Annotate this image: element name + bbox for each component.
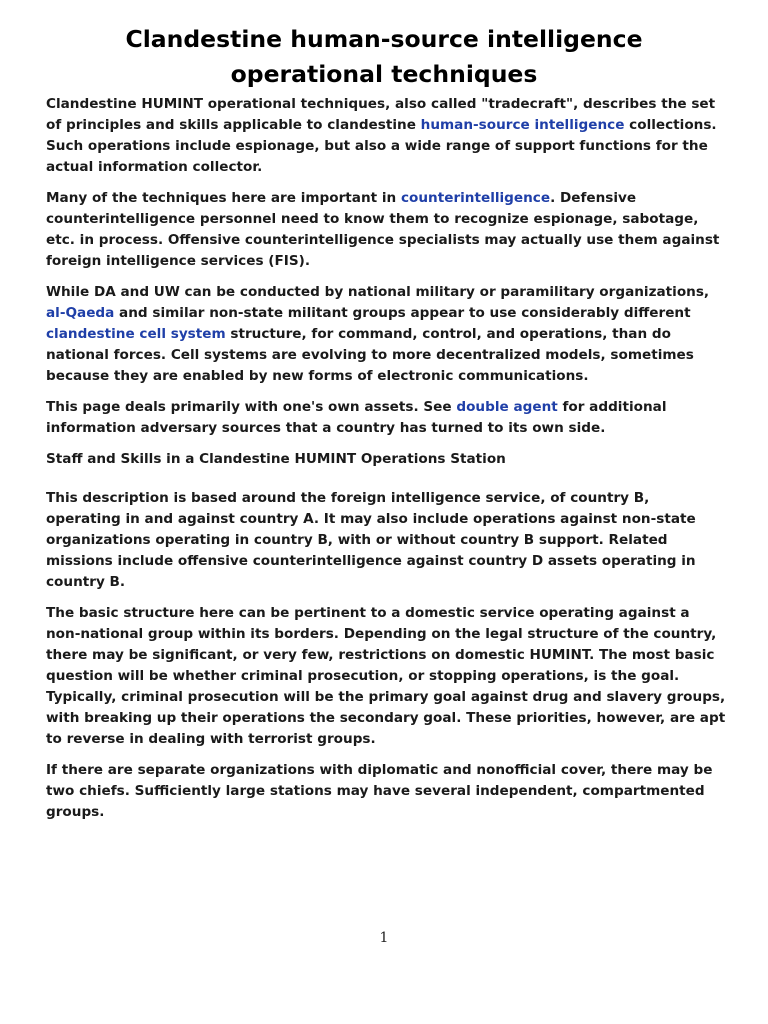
link-double-agent[interactable]: double agent — [456, 399, 558, 415]
paragraph-text: for additional information adversary sources that a country has turned to its own side. — [46, 399, 667, 436]
paragraph-text: Many of the techniques here are important in — [46, 190, 401, 206]
paragraph-domestic-service: The basic structure here can be pertinent to a domestic service operating against a non-national group within its borders. Depending on the legal structure of the country, there may be significant, or very few, restrictions on domestic HUMINT. The most basic question will be whether criminal prosecution, or stopping operations, is the goal. Typically, criminal prosecution will be the primary goal against drug and slavery groups, with breaking up their operations the secondary goal. These priorities, however, are apt to reverse in dealing with terrorist groups. — [46, 605, 726, 747]
page-title: Clandestine human-source intelligence operational techniques — [125, 25, 643, 88]
paragraph-text: While DA and UW can be conducted by national military or paramilitary organizations, — [46, 284, 710, 300]
paragraph-al-qaeda — [46, 282, 726, 387]
paragraph-text: Clandestine HUMINT operational techniques, also called "tradecraft", describes the set of principles and skills applicable to clandestine — [46, 96, 716, 133]
paragraph-counterintelligence — [46, 188, 726, 272]
paragraph-intro — [46, 94, 726, 178]
link-human-source-intelligence[interactable]: human-source intelligence — [420, 117, 625, 133]
paragraph-text: structure, for command, control, and operations, than do national forces. Cell systems are evolving to more decentralized models, sometimes because they are enabled by new forms of electronic communications. — [46, 326, 694, 384]
paragraph-text: This page deals primarily with one's own assets. See — [46, 399, 457, 415]
paragraph-text: collections. Such operations include espionage, but also a wide range of support functions for the actual information collector. — [46, 117, 717, 175]
paragraph-double-agent — [46, 397, 726, 439]
paragraph-text: and similar non-state militant groups appear to use considerably different — [114, 305, 691, 321]
paragraph-separate-organizations: If there are separate organizations with diplomatic and nonofficial cover, there may be two chiefs. Sufficiently large stations may have several independent, compartmented groups. — [46, 762, 713, 820]
paragraph-description: This description is based around the foreign intelligence service, of country B, operating in and against country A. It may also include operations against non-state organizations operating in country B, with or without country B support. Related missions include offensive counterintelligence against country D assets operating in country B. — [46, 490, 696, 590]
page-number: 1 — [379, 930, 389, 946]
document-body — [46, 94, 726, 833]
link-counterintelligence[interactable]: counterintelligence — [400, 190, 551, 206]
section-heading: Staff and Skills in a Clandestine HUMINT Operations Station — [46, 451, 506, 467]
link-al-qaeda[interactable]: al-Qaeda — [46, 305, 115, 321]
link-clandestine-cell-system[interactable]: clandestine cell system — [46, 326, 226, 342]
paragraph-text: . Defensive counterintelligence personnel need to know them to recognize espionage, sabotage, etc. in process. Offensive counterintelligence specialists may actually use them against foreign intelligence services (FIS). — [46, 190, 720, 269]
